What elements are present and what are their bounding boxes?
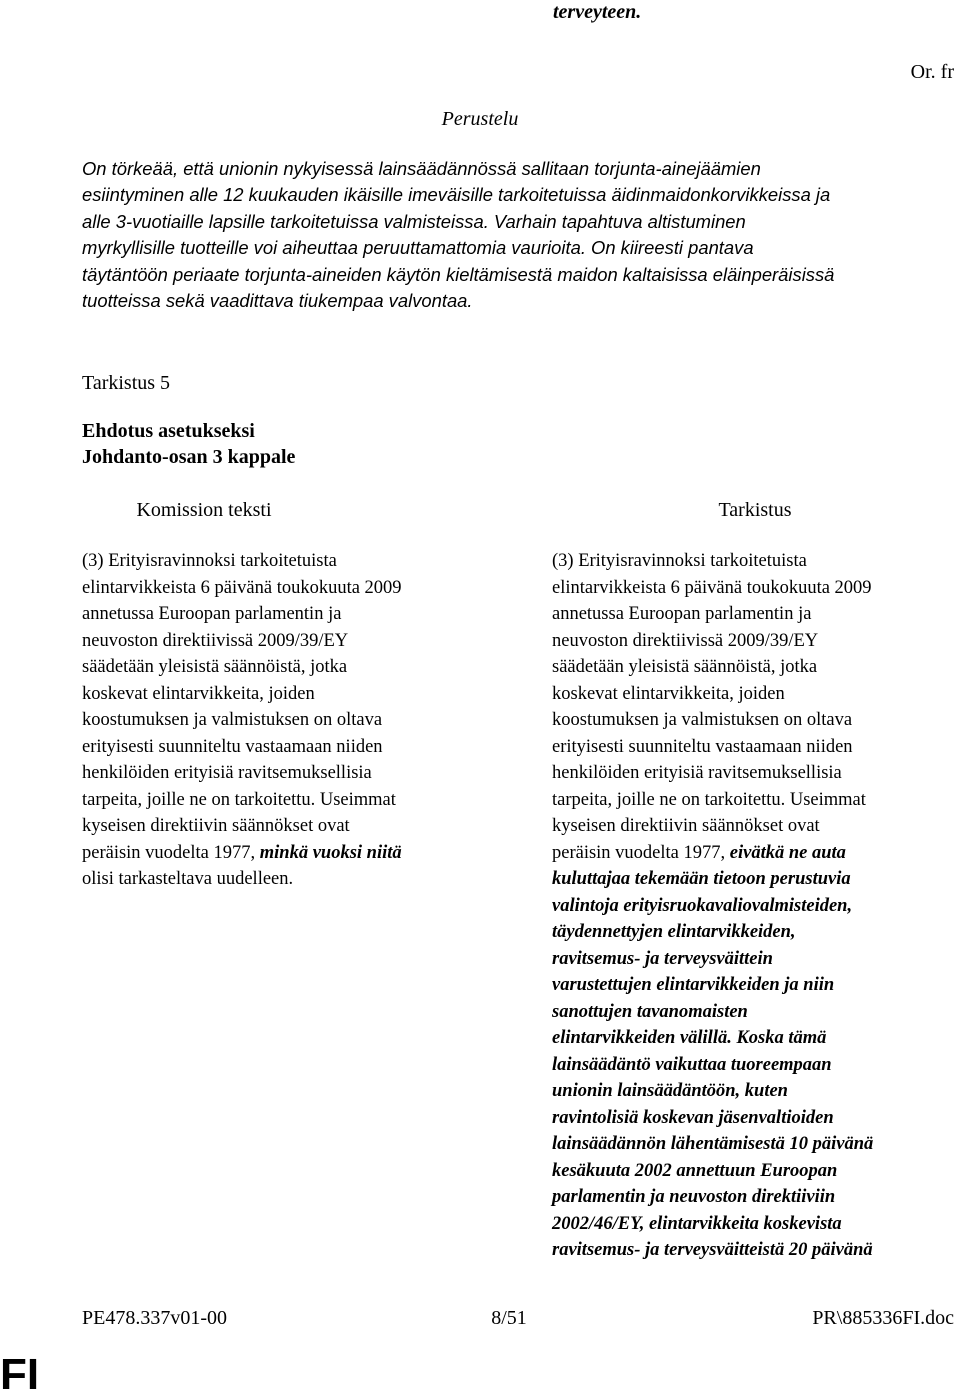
amendment-line: koskevat elintarvikkeita, joiden <box>552 683 785 704</box>
amendment-text-heading: Tarkistus <box>718 499 792 521</box>
commission-text-heading: Komission teksti <box>136 499 272 521</box>
commission-deleted-emphasis: minkä vuoksi niitä <box>259 842 402 863</box>
original-language-note: Or. fr <box>910 61 954 83</box>
amendment-line: annetussa Euroopan parlamentin ja <box>552 604 812 624</box>
commission-line: elintarvikkeista 6 päivänä toukokuuta 2009 <box>82 577 402 598</box>
commission-line: kyseisen direktiivin säännökset ovat <box>82 816 350 836</box>
commission-line: säädetään yleisistä säännöistä, jotka <box>82 657 348 677</box>
commission-text-column <box>82 548 402 893</box>
commission-line: koostumuksen ja valmistuksen on oltava <box>82 710 383 730</box>
amendment-added-line: kesäkuuta 2002 annettuun Euroopan <box>552 1160 838 1181</box>
amendment-added-line: parlamentin ja neuvoston direktiiviin <box>552 1187 836 1207</box>
amendment-line: (3) Erityisravinnoksi tarkoitetuista <box>552 551 807 571</box>
commission-line: erityisesti suunniteltu vastaamaan niiden <box>82 736 383 757</box>
amendment-added-emphasis: eivätkä ne auta <box>729 842 846 863</box>
commission-line <box>82 840 402 867</box>
amendment-line: neuvoston direktiivissä 2009/39/EY <box>552 630 819 651</box>
commission-line: annetussa Euroopan parlamentin ja <box>82 604 342 624</box>
commission-line: henkilöiden erityisiä ravitsemuksellisia <box>82 763 372 783</box>
commission-line: olisi tarkasteltava uudelleen. <box>82 869 294 889</box>
footer-document-id: PE478.337v01-00 <box>82 1307 227 1329</box>
commission-line: tarpeita, joille ne on tarkoitettu. Useimmat <box>82 789 396 810</box>
amendment-line: kyseisen direktiivin säännökset ovat <box>552 816 820 836</box>
amendment-line: henkilöiden erityisiä ravitsemuksellisia <box>552 763 842 783</box>
amendment-text-column <box>552 548 873 1264</box>
footer-page-number: 8/51 <box>491 1307 527 1329</box>
justification-line: On törkeää, että unionin nykyisessä lainsäädännössä sallitaan torjunta-ainejäämien <box>82 158 761 179</box>
amendment-added-line: ravintolisiä koskevan jäsenvaltioiden <box>552 1107 834 1128</box>
amendment-added-line: varustettujen elintarvikkeiden ja niin <box>552 975 835 995</box>
recital-reference: Johdanto-osan 3 kappale <box>82 446 296 468</box>
amendment-line: koostumuksen ja valmistuksen on oltava <box>552 710 853 730</box>
justification-line: tuotteissa sekä vaadittava tiukempaa valvontaa. <box>82 290 473 312</box>
justification-line: esiintyminen alle 12 kuukauden ikäisille imeväisille tarkoitetuissa äidinmaidonkorvikkeissa ja <box>82 184 831 206</box>
amendment-added-line: unionin lainsäädäntöön, kuten <box>552 1081 788 1101</box>
amendment-line: tarpeita, joille ne on tarkoitettu. Useimmat <box>552 789 866 810</box>
amendment-added-line: kuluttajaa tekemään tietoon perustuvia <box>552 869 851 889</box>
amendment-line: elintarvikkeista 6 päivänä toukokuuta 2009 <box>552 577 872 598</box>
justification-heading: Perustelu <box>441 108 519 130</box>
amendment-line: säädetään yleisistä säännöistä, jotka <box>552 657 818 677</box>
commission-line-plain: peräisin vuodelta 1977, <box>82 842 260 863</box>
amendment-number: Tarkistus 5 <box>82 372 171 394</box>
amendment-added-line: ravitsemus- ja terveysväitteistä 20 päivänä <box>552 1240 873 1260</box>
commission-line: neuvoston direktiivissä 2009/39/EY <box>82 630 349 651</box>
justification-line: alle 3-vuotiaille lapsille tarkoitetuissa valmisteissa. Varhain tapahtuva altistuminen <box>82 210 746 232</box>
proposal-title: Ehdotus asetukseksi <box>82 420 255 442</box>
amendment-added-line: täydennettyjen elintarvikkeiden, <box>552 922 796 942</box>
justification-line: täytäntöön periaate torjunta-aineiden käytön kieltämisestä maidon kaltaisissa eläinperäisissä <box>82 263 835 285</box>
amendment-line <box>552 840 873 867</box>
amendment-added-line: 2002/46/EY, elintarvikkeita koskevista <box>552 1213 842 1234</box>
amendment-added-line: valintoja erityisruokavaliovalmisteiden, <box>552 895 853 916</box>
commission-line: (3) Erityisravinnoksi tarkoitetuista <box>82 551 337 571</box>
amendment-added-line: elintarvikkeiden välillä. Koska tämä <box>552 1028 827 1048</box>
footer-file-reference: PR\885336FI.doc <box>812 1307 954 1329</box>
amendment-line: erityisesti suunniteltu vastaamaan niiden <box>552 736 853 757</box>
amendment-line-plain: peräisin vuodelta 1977, <box>552 842 730 863</box>
amendment-added-line: sanottujen tavanomaisten <box>552 1001 748 1022</box>
justification-text <box>82 156 960 314</box>
amendment-added-line: ravitsemus- ja terveysväittein <box>552 948 773 969</box>
justification-line: myrkyllisille tuotteille voi aiheuttaa peruuttamattomia vaurioita. On kiireesti pantava <box>82 237 754 259</box>
amendment-added-line: lainsäädäntö vaikuttaa tuoreempaan <box>552 1054 832 1075</box>
language-code: FI <box>0 1350 40 1399</box>
previous-page-text-fragment: terveyteen. <box>553 1 642 23</box>
commission-line: koskevat elintarvikkeita, joiden <box>82 683 315 704</box>
amendment-added-line: lainsäädännön lähentämisestä 10 päivänä <box>552 1134 874 1154</box>
